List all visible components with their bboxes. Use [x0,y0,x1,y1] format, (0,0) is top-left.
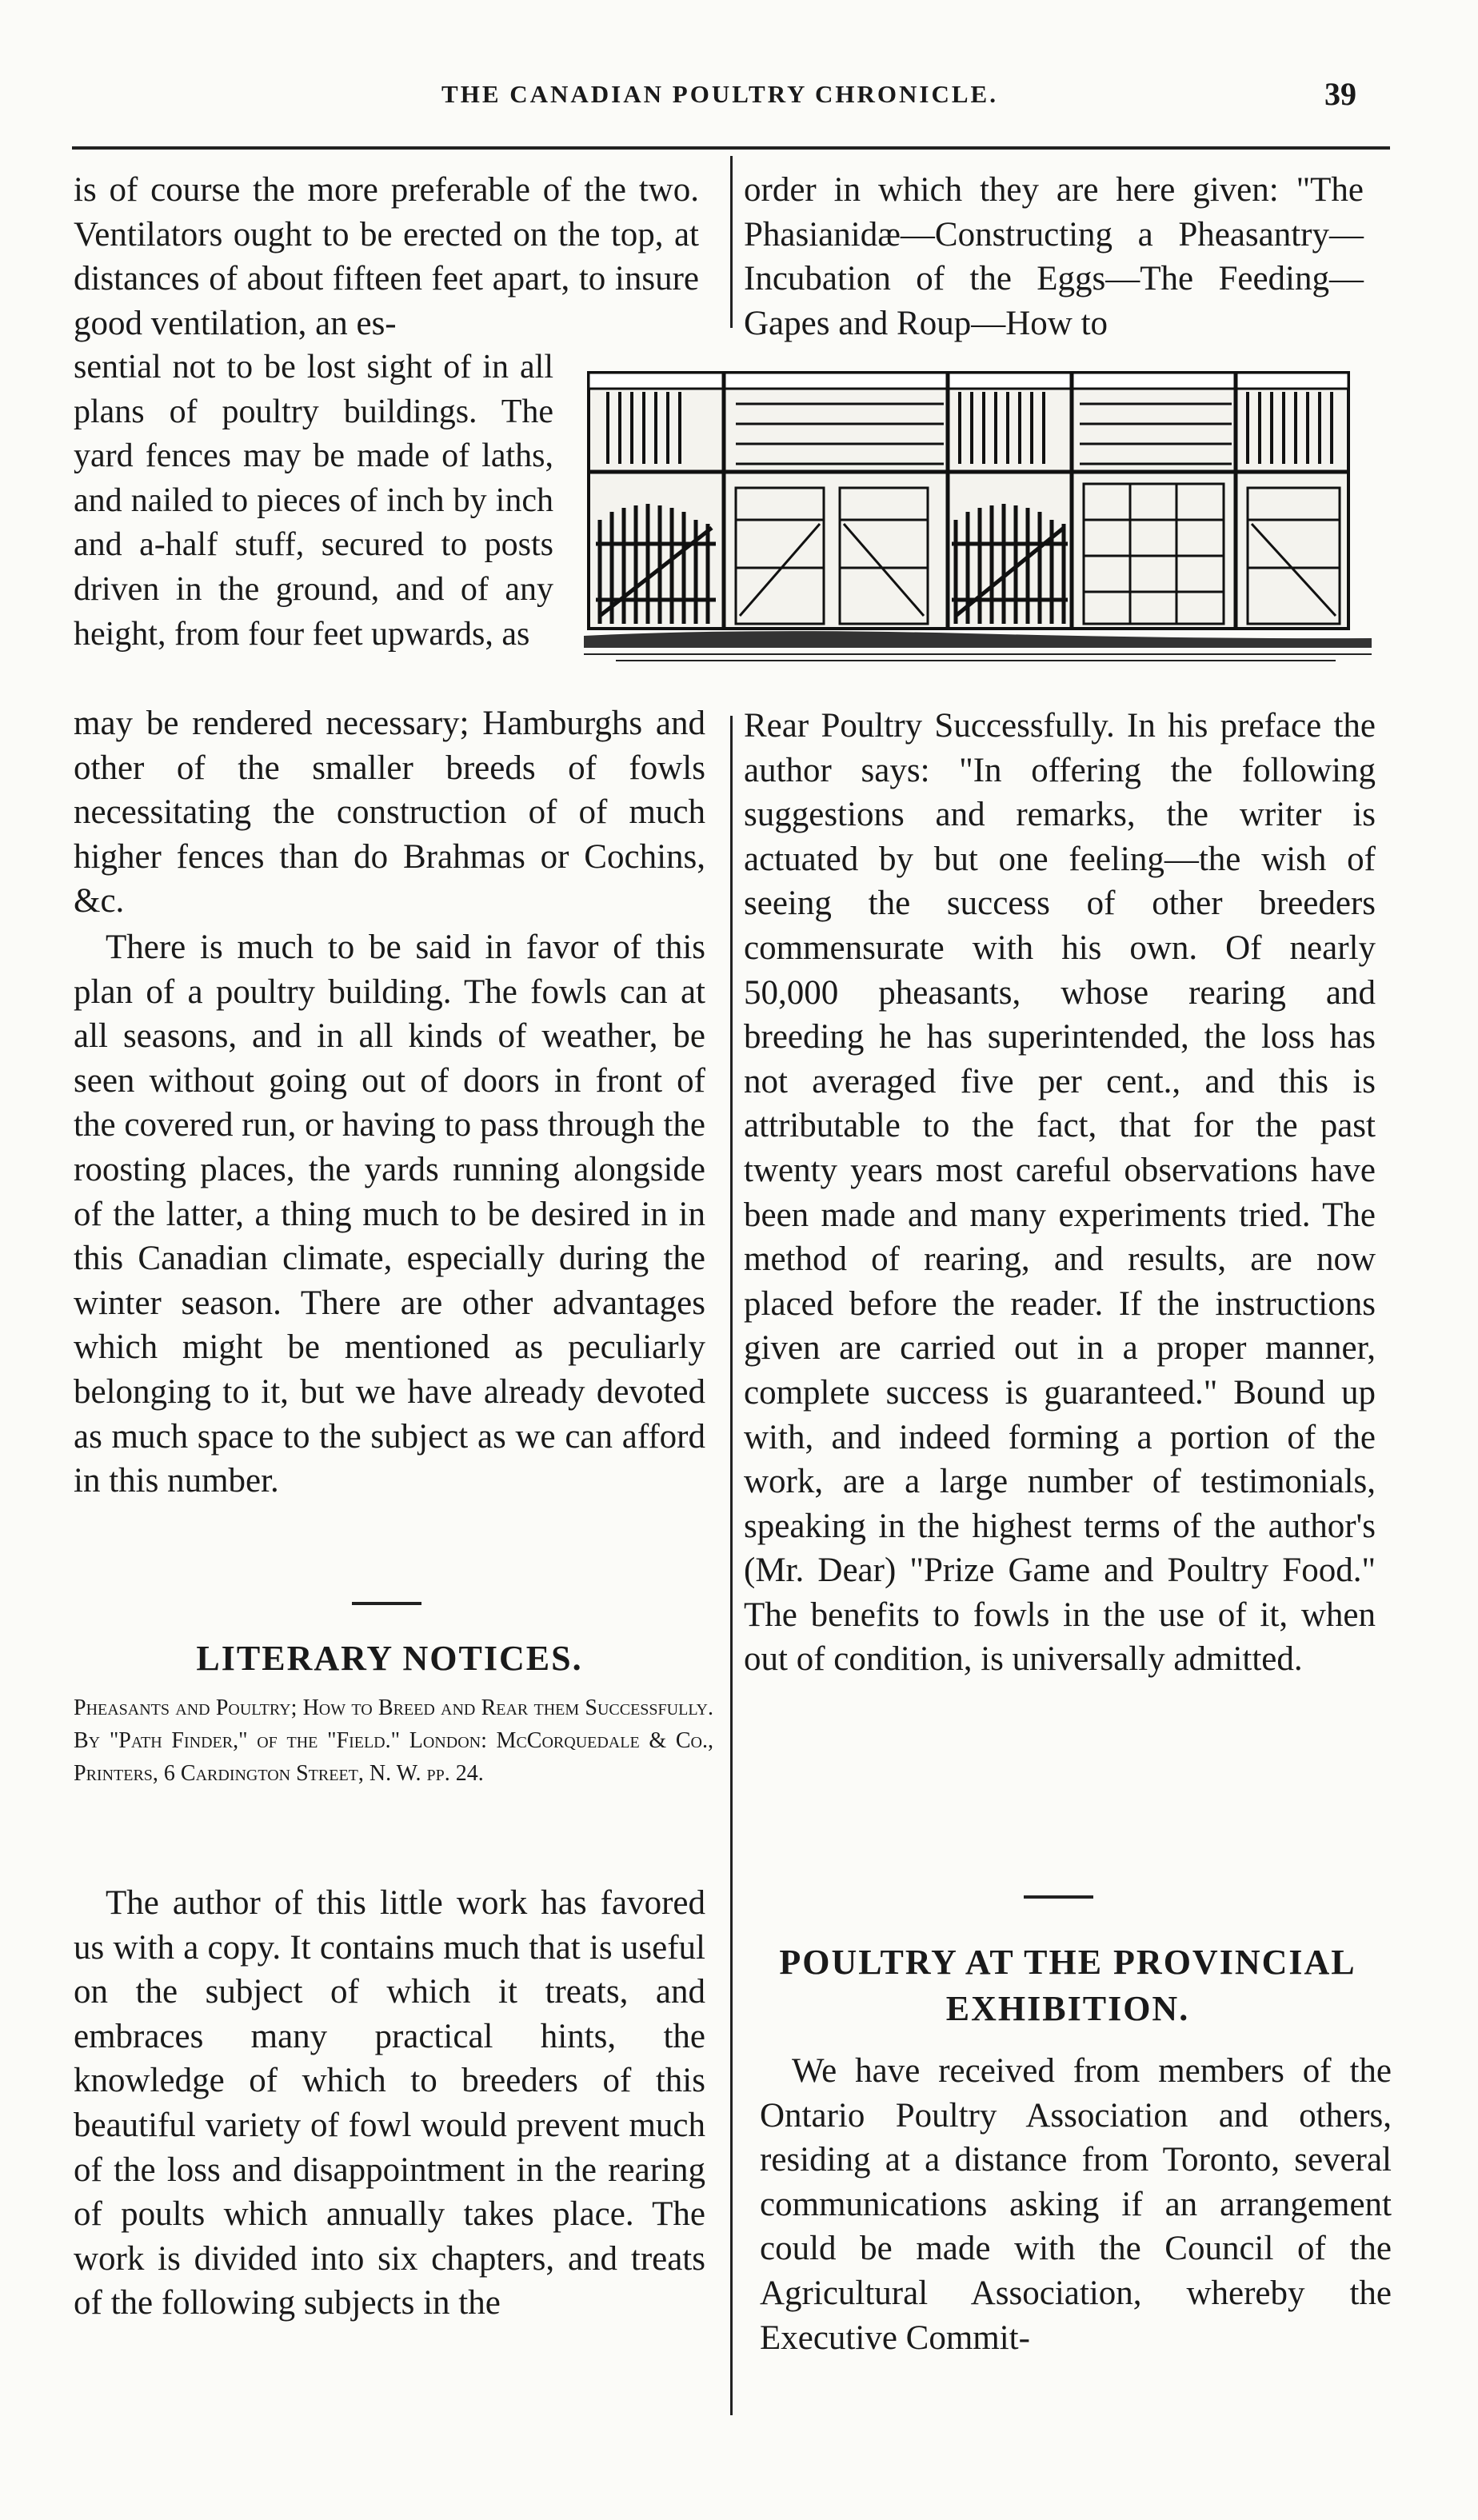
section-divider [352,1602,421,1605]
page-number: 39 [1324,76,1356,112]
section-divider-2 [1024,1895,1093,1899]
running-header-title: THE CANADIAN POULTRY CHRONICLE. [441,80,998,108]
column-divider [730,716,733,2415]
literary-notices-heading: LITERARY NOTICES. [196,1639,583,1678]
paragraph-yard-fences: sential not to be lost sight of in all plans of poultry buildings. The yard fences may be made of laths, and nailed to pieces of inch by inch and a-half stuff, secured to posts driven in the ground, and of any height, from four feet upwards, as [74,349,553,653]
paragraph-review: The author of this little work has favored us with a copy. It contains much that is useful on the subject of which it treats, and embraces many practical hints, the knowledge of which to breeders of this beautiful variety of fowl would prevent much of the loss and disappointment in the rearing of poults which annually takes place. The work is divided into six chapters, and treats of the following subjects in the [74,1884,705,2322]
header-rule [72,146,1390,150]
book-citation: Pheasants and Poultry; How to Breed and Rear them Successfully. By "Path Finder," of the "Field." London: McCorquedale & Co., Printers, 6 Cardington Street, N. W. pp. 24. [74,1695,713,1786]
paragraph-higher-fences: may be rendered necessary; Hamburghs and other of the smaller breeds of fowls necessitating the construction of of much higher fences than do Brahmas or Cochins, &c. [74,705,705,921]
paragraph-exhibition: We have received from members of the Ontario Poultry Association and others, residing at a distance from Toronto, several communications asking if an arrangement could be made with the Council of the Agricultural Association, whereby the Executive Commit- [760,2052,1392,2357]
column-divider-top [730,156,733,328]
paragraph-chapters: order in which they are here given: "The Phasianidæ—Constructing a Pheasantry—Incubation of the Eggs—The Feeding—Gapes and Roup—How to [744,171,1364,342]
poultry-building-engraving [584,360,1372,672]
paragraph-plan-favor: There is much to be said in favor of this plan of a poultry building. The fowls can at all seasons, and in all kinds of weather, be seen without going out of doors in front of the covered run, or having to pass through the roosting places, the yards running alongside of the latter, a thing much to be desired in in this Canadian climate, especially during the winter season. There are other advantages which might be mentioned as peculiarly belonging to it, but we have already devoted as much space to the subject as we can afford in this number. [74,929,705,1500]
provincial-exhibition-heading: POULTRY AT THE PROVINCIAL EXHIBITION. [779,1943,1356,2028]
paragraph-preface: Rear Poultry Successfully. In his preface the author says: "In offering the following suggestions and remarks, the writer is actuated by but one feeling—the wish of seeing the success of other breeders commensurate with his own. Of nearly 50,000 pheasants, whose rearing and breeding he has superintended, the loss has not averaged five per cent., and this is attributable to the fact, that for the past twenty years most careful observations have been made and many experiments tried. The method of rearing, and results, are now placed before the reader. If the instructions given are carried out in a proper manner, complete success is guaranteed." Bound up with, and indeed forming a portion of the work, are a large number of testimonials, speaking in the highest terms of the author's (Mr. Dear) "Prize Game and Poultry Food." The benefits to fowls in the use of it, when out of condition, is universally admitted. [744,707,1376,1679]
paragraph-ventilators: is of course the more preferable of the two. Ventilators ought to be erected on the top, at distances of about fifteen feet apart, to insure good ventilation, an es- [74,171,699,342]
